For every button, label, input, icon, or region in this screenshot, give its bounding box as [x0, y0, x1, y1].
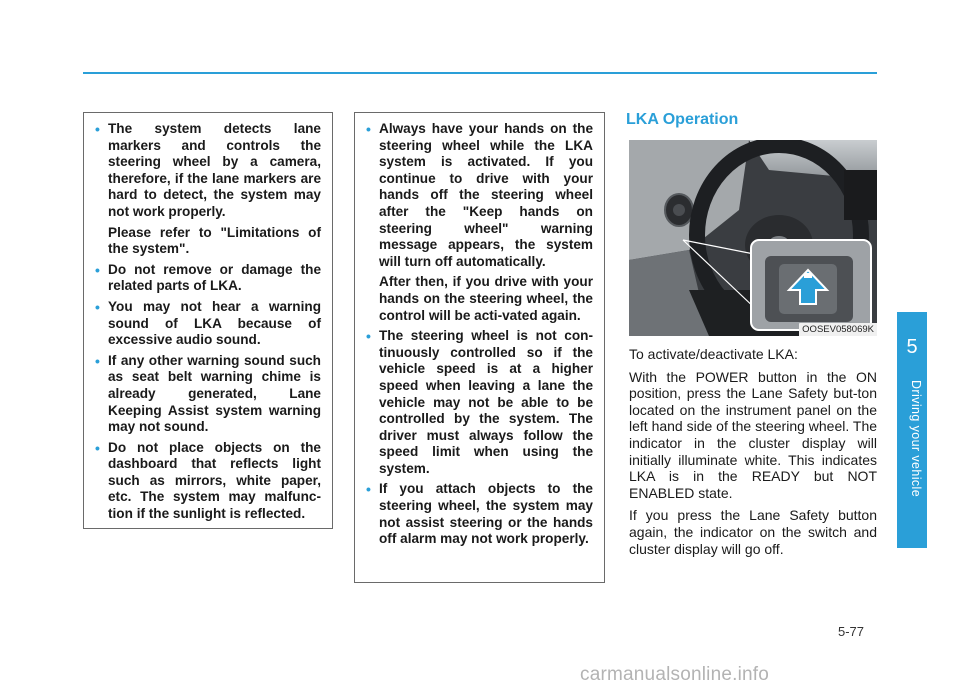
lane-safety-button-photo — [629, 140, 877, 336]
caution-text: If you attach objects to the steering wheel, the system may not assist steering or the hands off alarm may not work properly. — [379, 481, 593, 547]
bullet-icon: • — [95, 439, 100, 456]
image-reference-code: OOSEV058069K — [799, 323, 877, 336]
body-paragraph: With the POWER button in the ON position, press the Lane Safety but-ton located on the instrument panel on the left hand side of the steering wheel. The indicator in the cluster display will initially illuminate white. This indicates LKA is in the READY but NOT ENABLED state. — [629, 368, 878, 501]
caution-item — [95, 121, 321, 258]
caution-text: You may not hear a warning sound of LKA because of excessive audio sound. — [108, 298, 321, 348]
caution-note: After then, if you drive with your hands on the steering wheel, the control will be acti-vated again. — [379, 274, 593, 323]
caution-text: If any other warning sound such as seat belt warning chime is already generated, Lane Keeping Assist system warning may not sound. — [108, 352, 321, 435]
caution-list — [366, 121, 593, 548]
caution-item — [95, 353, 321, 436]
chapter-number: 5 — [906, 336, 918, 358]
bullet-icon: • — [95, 298, 100, 315]
chapter-tab[interactable] — [897, 312, 960, 548]
caution-note: Please refer to "Limitations of the system". — [108, 224, 321, 257]
caution-list — [95, 121, 321, 523]
bullet-icon: • — [366, 328, 371, 345]
bullet-icon: • — [95, 121, 100, 137]
bullet-icon: • — [366, 121, 371, 137]
caution-text: The steering wheel is not con-tinuously controlled so if the vehicle speed is at a higher speed when leaving a lane the vehicle may not be able to be controlled by the system. The driver must always follow the speed limit when using the system. — [379, 328, 593, 476]
caution-item — [95, 440, 321, 523]
header-rule — [83, 72, 877, 74]
chapter-tab-margin — [927, 312, 960, 548]
body-paragraph: If you press the Lane Safety button again, the indicator on the switch and cluster display will go off. — [629, 507, 877, 557]
caution-box-middle — [354, 112, 605, 583]
body-paragraph: To activate/deactivate LKA: — [629, 346, 798, 362]
page-number: 5-77 — [838, 624, 865, 639]
caution-text: The system detects lane markers and controls the steering wheel by a camera, therefore, if the lane markers are hard to detect, the system may not work properly. — [108, 121, 321, 219]
watermark: carmanualsonline.info — [580, 664, 770, 685]
caution-text: Always have your hands on the steering wheel while the LKA system is activated. If you continue to drive with your hands off the steering wheel after the "Keep hands on steering wheel" warning message appears, the system will turn off automatically. — [379, 121, 593, 269]
caution-box-left — [83, 112, 333, 529]
caution-item — [95, 262, 321, 295]
lka-body — [629, 346, 877, 563]
caution-text: Do not place objects on the dashboard that reflects light such as mirrors, white paper, etc. The system may malfunc-tion if the sunlight is reflected. — [108, 439, 321, 522]
caution-item — [366, 328, 593, 477]
chapter-label: Driving your vehicle — [909, 380, 923, 498]
caution-item — [366, 121, 593, 324]
bullet-icon: • — [95, 352, 100, 369]
dashboard-illustration — [629, 140, 877, 336]
caution-text: Do not remove or damage the related parts of LKA. — [108, 261, 321, 294]
bullet-icon: • — [366, 481, 371, 498]
caution-item — [366, 481, 593, 547]
section-heading: LKA Operation — [626, 111, 739, 128]
caution-item — [95, 299, 321, 349]
bullet-icon: • — [95, 261, 100, 278]
